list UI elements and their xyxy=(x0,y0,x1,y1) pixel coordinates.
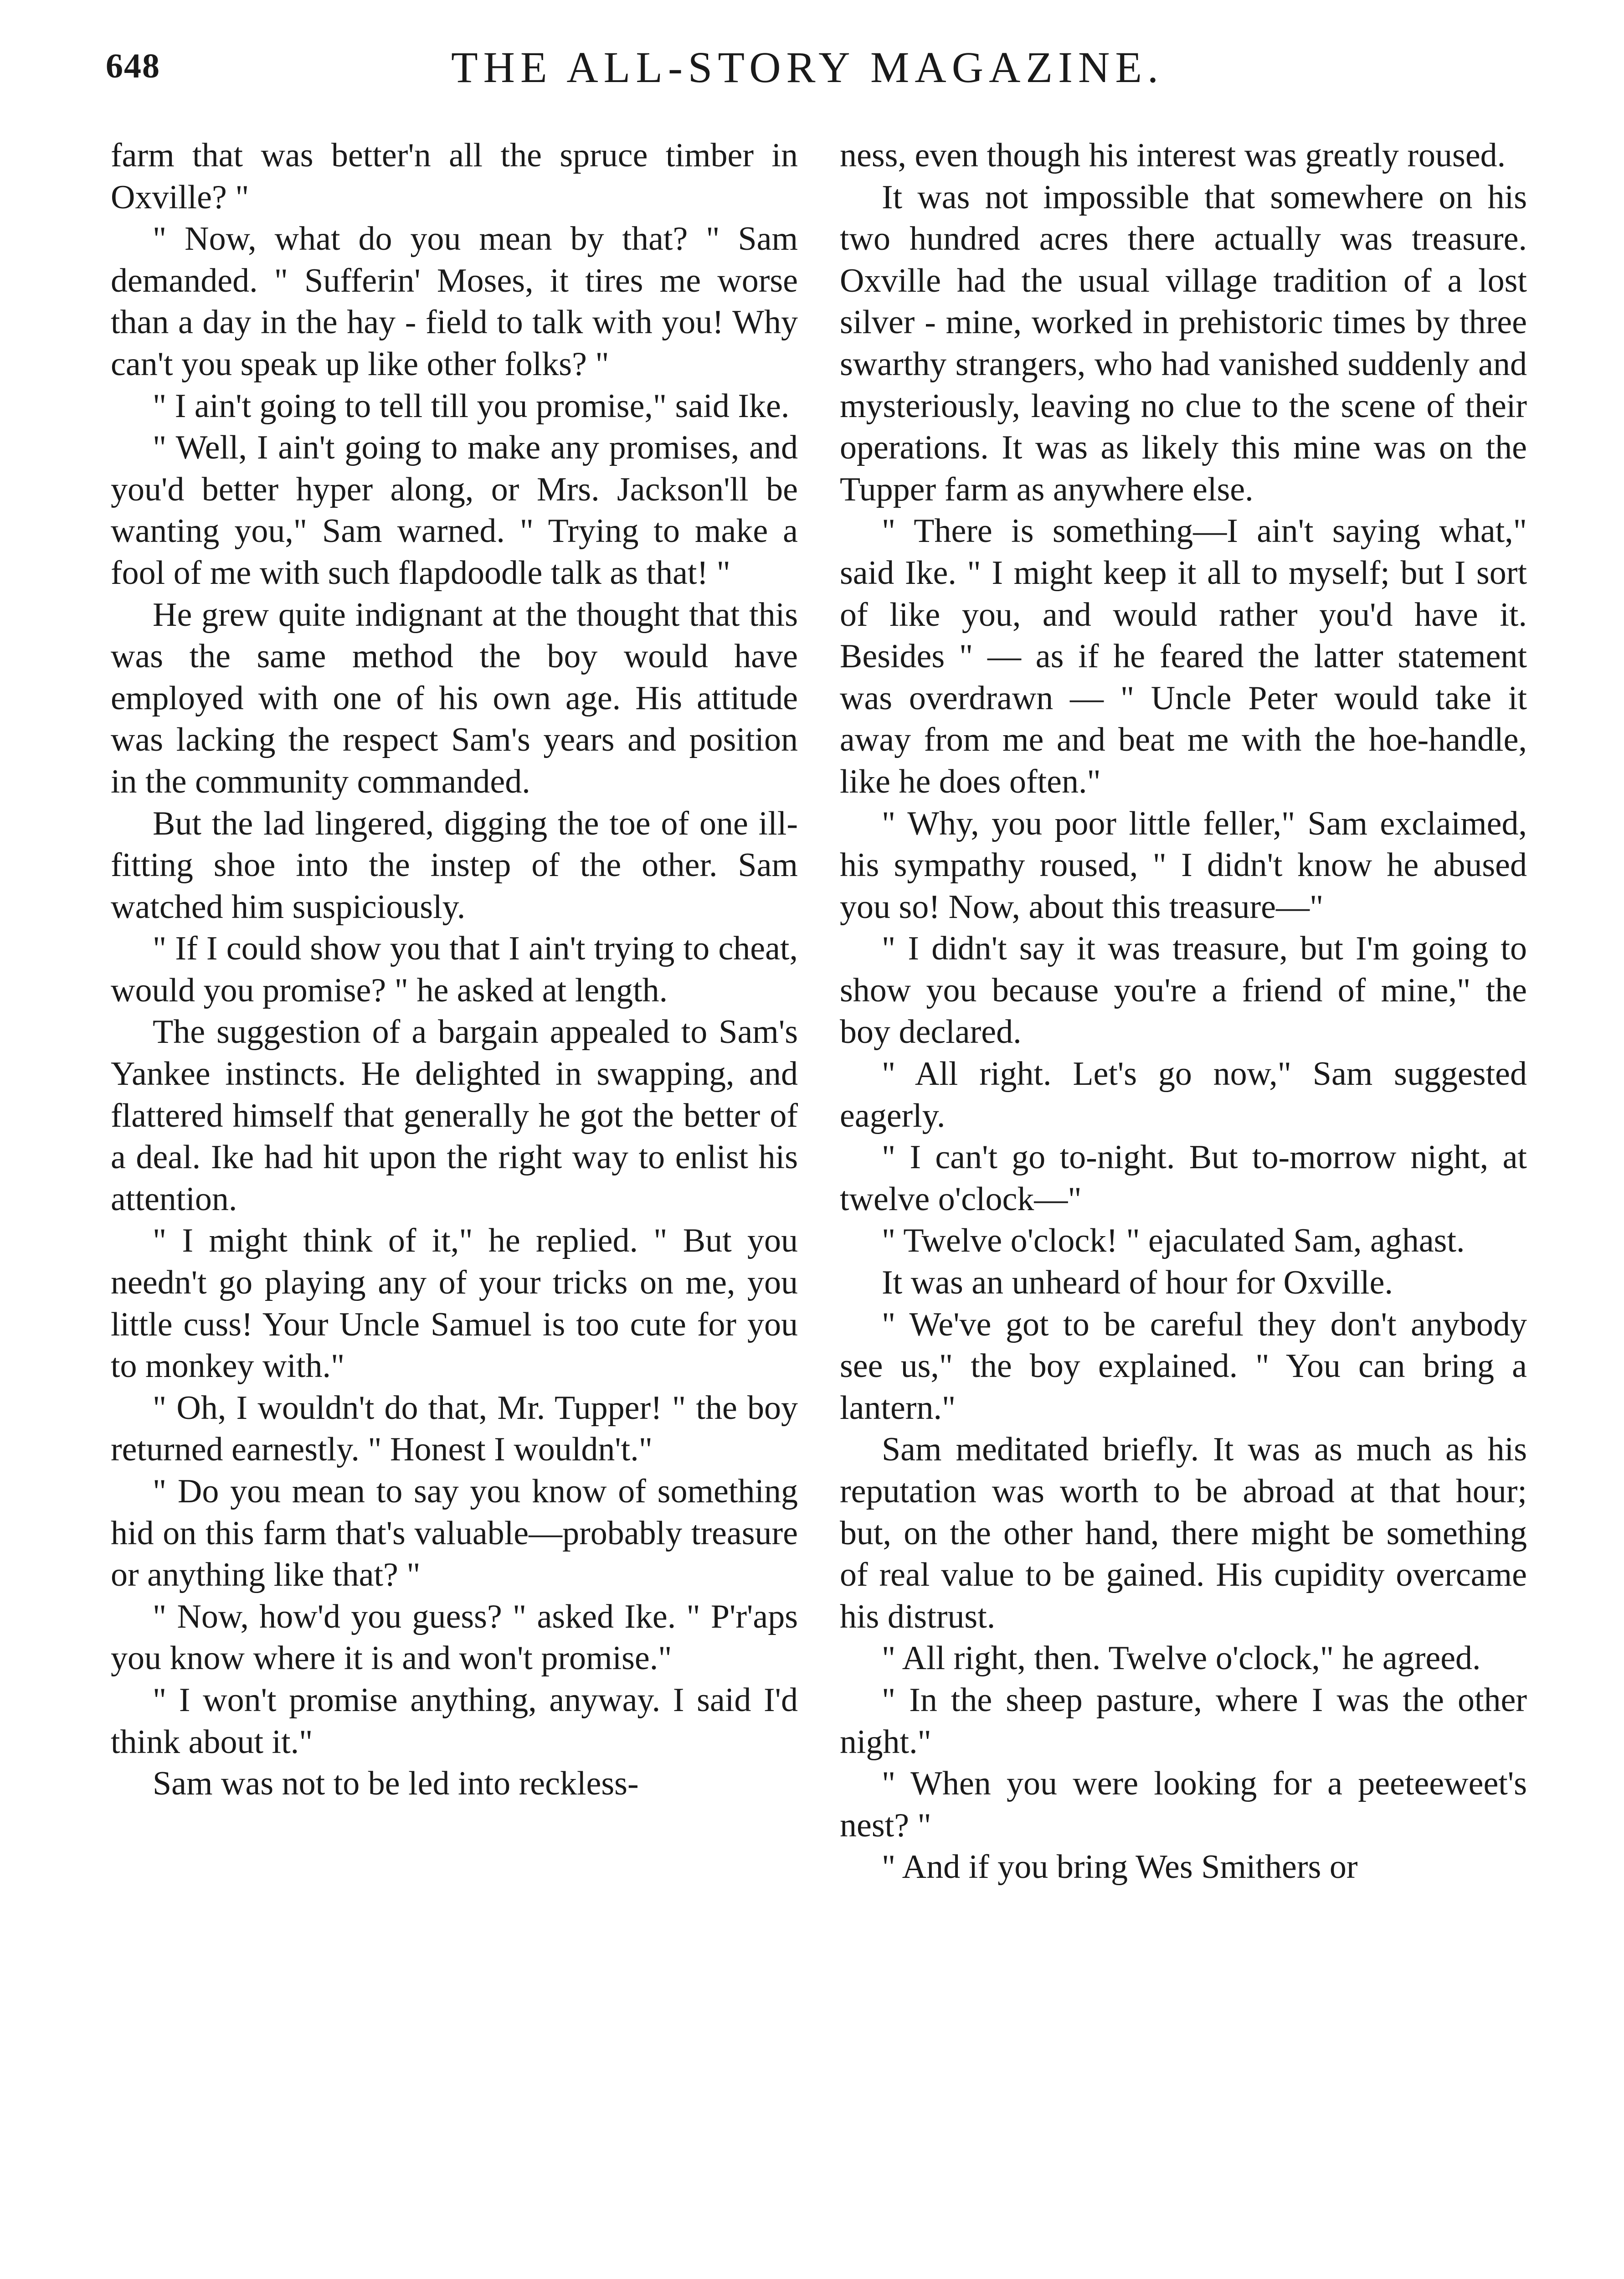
page-header xyxy=(106,42,1509,101)
paragraph: " Twelve o'clock! " ejaculated Sam, aghast. xyxy=(882,1222,1465,1260)
paragraph: " Now, what do you mean by that? " Sam demanded. " Sufferin' Moses, it tires me worse than a day in the hay - field to talk with you! Why can't you speak up like other folks? " xyxy=(111,220,798,383)
paragraph: " All right. Let's go now," Sam suggested eagerly. xyxy=(840,1055,1527,1134)
paragraph: " I can't go to-night. But to-morrow night, at twelve o'clock—" xyxy=(840,1139,1527,1218)
paragraph: farm that was better'n all the spruce timber in Oxville? " xyxy=(111,137,798,216)
paragraph: " I ain't going to tell till you promise," said Ike. xyxy=(153,387,790,425)
paragraph: " I won't promise anything, anyway. I said I'd think about it." xyxy=(111,1681,798,1761)
paragraph: " When you were looking for a peeteeweet's nest? " xyxy=(840,1765,1527,1844)
paragraph: " Why, you poor little feller," Sam exclaimed, his sympathy roused, " I didn't know he abused you so! Now, about this treasure—" xyxy=(840,804,1527,926)
paragraph: " There is something—I ain't saying what," said Ike. " I might keep it all to myself; but I sort of like you, and would rather you'd have it. Besides " — as if he feared the latter statement was overdrawn — " Uncle Peter would take it away from me and beat me with the hoe-handle, like he does often." xyxy=(840,512,1527,800)
paragraph: " I didn't say it was treasure, but I'm going to show you because you're a friend of mine," the boy declared. xyxy=(840,930,1527,1051)
paragraph: The suggestion of a bargain appealed to Sam's Yankee instincts. He delighted in swapping, and flattered himself that generally he got the better of a deal. Ike had hit upon the right way to enlist his attention. xyxy=(111,1013,798,1218)
paragraph: " I might think of it," he replied. " But you needn't go playing any of your tricks on me, you little cuss! Your Uncle Samuel is too cute for you to monkey with." xyxy=(111,1222,798,1385)
running-title: THE ALL-STORY MAGAZINE. xyxy=(451,43,1164,92)
paragraph: " In the sheep pasture, where I was the other night." xyxy=(840,1681,1527,1761)
paragraph: It was not impossible that somewhere on his two hundred acres there actually was treasure. Oxville had the usual village tradition of a lost silver - mine, worked in prehistoric times by three swarthy strangers, who had vanished suddenly and mysteriously, leaving no clue to the scene of their operations. It was as likely this mine was on the Tupper farm as anywhere else. xyxy=(840,178,1527,508)
paragraph: " Now, how'd you guess? " asked Ike. " P'r'aps you know where it is and won't promise." xyxy=(111,1598,798,1677)
paragraph: ness, even though his interest was greatly roused. xyxy=(840,137,1506,174)
paragraph: " All right, then. Twelve o'clock," he agreed. xyxy=(882,1640,1481,1677)
paragraph: Sam was not to be led into reckless- xyxy=(153,1765,639,1803)
page-number: 648 xyxy=(106,47,160,85)
paragraph: But the lad lingered, digging the toe of one ill-fitting shoe into the instep of the other. Sam watched him suspiciously. xyxy=(111,804,798,926)
paragraph: " If I could show you that I ain't trying to cheat, would you promise? " he asked at length. xyxy=(111,930,798,1009)
paragraph: It was an unheard of hour for Oxville. xyxy=(882,1264,1393,1302)
paragraph: " We've got to be careful they don't anybody see us," the boy explained. " You can bring a lantern." xyxy=(840,1305,1527,1427)
paragraph: " And if you bring Wes Smithers or xyxy=(882,1848,1358,1886)
paragraph: Sam meditated briefly. It was as much as his reputation was worth to be abroad at that hour; but, on the other hand, there might be something of real value to be gained. His cupidity overcame his distrust. xyxy=(840,1431,1527,1635)
paragraph: " Do you mean to say you know of something hid on this farm that's valuable—probably treasure or anything like that? " xyxy=(111,1473,798,1594)
paragraph: " Oh, I wouldn't do that, Mr. Tupper! " the boy returned earnestly. " Honest I wouldn't." xyxy=(111,1389,798,1469)
paragraph: He grew quite indignant at the thought that this was the same method the boy would have employed with one of his own age. His attitude was lacking the respect Sam's years and position in the community commanded. xyxy=(111,596,798,800)
paragraph: " Well, I ain't going to make any promises, and you'd better hyper along, or Mrs. Jackson'll be wanting you," Sam warned. " Trying to make a fool of me with such flapdoodle talk as that! " xyxy=(111,429,798,592)
right-text-column xyxy=(840,135,1527,1888)
left-text-column xyxy=(111,135,798,1805)
